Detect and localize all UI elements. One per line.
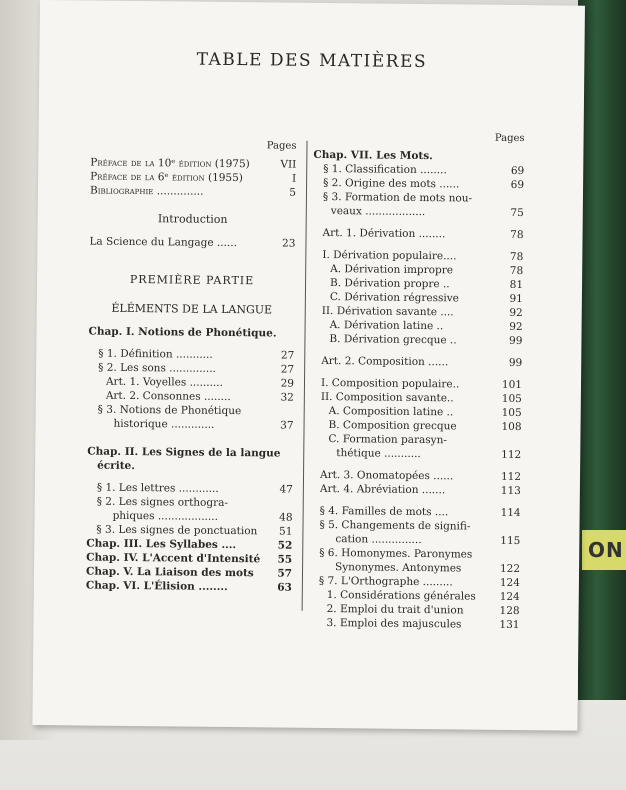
intro-heading: Introduction bbox=[157, 212, 228, 226]
toc-entry-title: § 4. Familles de mots .... bbox=[319, 504, 449, 519]
toc-entry-title: C. Formation parasyn- bbox=[328, 433, 447, 447]
toc-entry-page: 122 bbox=[499, 562, 521, 576]
toc-entry-title: II. Composition savante.. bbox=[320, 390, 454, 405]
toc-entry-title: § 1. Les lettres ............ bbox=[96, 481, 219, 495]
toc-entry-page: 124 bbox=[499, 590, 520, 604]
toc-entry-page: 52 bbox=[277, 539, 293, 552]
toc-left-column bbox=[86, 139, 297, 595]
part-heading: PREMIÈRE PARTIE bbox=[129, 272, 255, 288]
toc-entry-title: Art. 4. Abréviation ....... bbox=[319, 482, 446, 497]
toc-entry-title: § 2. Les signes orthogra- bbox=[96, 495, 229, 509]
toc-entry-title: § 5. Changements de signifi- bbox=[319, 518, 471, 533]
toc-entry-title: § 3. Notions de Phonétique bbox=[97, 403, 242, 418]
chapter-heading-cont bbox=[87, 459, 293, 475]
toc-entry-page: 92 bbox=[509, 306, 523, 320]
toc-entry-page: 69 bbox=[510, 178, 525, 192]
toc-entry-title: 1. Considérations générales bbox=[326, 589, 476, 603]
toc-entry-page: 55 bbox=[277, 553, 293, 566]
pages-label: Pages bbox=[494, 132, 525, 145]
chapter-title: Chap. I. Notions de Phonétique. bbox=[88, 325, 277, 340]
toc-entry-title: veaux .................. bbox=[330, 205, 426, 219]
toc-entry-title: Synonymes. Antonymes bbox=[335, 561, 462, 575]
toc-entry-page: 5 bbox=[289, 186, 297, 199]
chapter-title: écrite. bbox=[97, 459, 135, 473]
book-cover bbox=[578, 0, 626, 700]
toc-entry-page: 128 bbox=[499, 604, 520, 618]
toc-entry-title: historique ............. bbox=[113, 417, 215, 431]
toc-entry-title: Art. 2. Composition ...... bbox=[321, 354, 449, 369]
toc-entry-title: Préface de la 6ᵉ édition (1955) bbox=[90, 170, 243, 185]
toc-entry-title: phiques .................. bbox=[112, 509, 219, 523]
toc-entry-page: 29 bbox=[280, 377, 295, 390]
toc-entry-title: 3. Emploi des majuscules bbox=[326, 617, 462, 631]
pages-label: Pages bbox=[266, 140, 297, 152]
toc-entry-page: 115 bbox=[500, 534, 521, 548]
toc-entry-title: Préface de la 10ᵉ édition (1975) bbox=[90, 156, 250, 171]
page-title: TABLE DES MATIÈRES bbox=[196, 49, 428, 73]
cover-label: ON bbox=[582, 530, 626, 570]
toc-entry-title: II. Dérivation savante .... bbox=[321, 304, 454, 319]
toc-entry-page: I bbox=[291, 172, 297, 185]
toc-entry-page: 99 bbox=[509, 334, 523, 348]
toc-entry-title: § 7. L'Orthographe ......... bbox=[318, 574, 453, 589]
chapter-title: Chap. II. Les Signes de la langue bbox=[87, 445, 281, 460]
toc-entry-page: 78 bbox=[509, 264, 524, 278]
toc-entry-title: § 2. Origine des mots ...... bbox=[323, 176, 460, 191]
toc-entry bbox=[86, 579, 292, 595]
chapter-title: Chap. VII. Les Mots. bbox=[313, 148, 433, 163]
toc-entry-page: 91 bbox=[509, 292, 523, 306]
toc-entry-page: 112 bbox=[501, 448, 522, 462]
toc-entry-page: 75 bbox=[510, 206, 524, 220]
toc-entry-page: 113 bbox=[500, 484, 521, 498]
toc-entry-page: 51 bbox=[279, 525, 293, 538]
toc-entry-page: 99 bbox=[508, 356, 523, 370]
toc-entry bbox=[89, 235, 295, 251]
toc-entry-page: 81 bbox=[509, 278, 524, 292]
toc-entry-page: 63 bbox=[277, 581, 292, 594]
toc-entry-title: La Science du Langage ...... bbox=[89, 235, 238, 250]
toc-entry-page: VII bbox=[280, 158, 297, 171]
book-page bbox=[32, 0, 585, 731]
toc-entry-page: 131 bbox=[499, 618, 520, 632]
toc-entry bbox=[311, 332, 522, 348]
toc-entry-title: B. Dérivation grecque .. bbox=[329, 333, 457, 347]
toc-entry-title: Art. 1. Dérivation ........ bbox=[322, 226, 446, 241]
toc-entry-title: cation ............... bbox=[335, 533, 422, 547]
toc-entry-title: § 2. Les sons .............. bbox=[98, 361, 217, 375]
toc-entry bbox=[87, 417, 293, 433]
toc-entry-title: B. Composition grecque bbox=[328, 419, 457, 433]
toc-entry-title: § 1. Définition ........... bbox=[98, 347, 213, 361]
toc-entry-page: 47 bbox=[279, 483, 293, 496]
toc-entry-title: Art. 3. Onomatopées ...... bbox=[319, 468, 454, 483]
toc-entry-title: C. Dérivation régressive bbox=[329, 291, 459, 305]
toc-entry-title: I. Dérivation populaire.... bbox=[322, 248, 457, 263]
toc-entry bbox=[313, 204, 524, 220]
toc-entry bbox=[311, 354, 522, 370]
toc-entry-title: A. Dérivation impropre bbox=[330, 263, 454, 277]
toc-entry-title: Chap. VI. L'Élision ........ bbox=[85, 579, 228, 593]
toc-entry-page: 57 bbox=[277, 567, 293, 580]
toc-entry-title: Art. 2. Consonnes ........ bbox=[105, 389, 231, 404]
toc-entry-title: § 6. Homonymes. Paronymes bbox=[319, 546, 473, 561]
toc-entry-title: I. Composition populaire.. bbox=[320, 376, 460, 391]
toc-entry-title: A. Dérivation latine .. bbox=[329, 319, 444, 333]
toc-entry bbox=[310, 446, 521, 462]
toc-entry-page: 78 bbox=[509, 250, 524, 264]
toc-entry-page: 78 bbox=[510, 228, 524, 242]
toc-entry-page: 37 bbox=[280, 419, 294, 432]
toc-entry-title: A. Composition latine .. bbox=[328, 405, 454, 419]
toc-entry bbox=[313, 226, 524, 242]
toc-entry-page: 105 bbox=[501, 406, 522, 420]
toc-entry-page: 92 bbox=[509, 320, 523, 334]
toc-entry-page: 48 bbox=[279, 511, 293, 524]
toc-entry bbox=[308, 616, 519, 632]
toc-entry bbox=[90, 184, 296, 200]
toc-entry-title: thétique ........... bbox=[336, 447, 421, 461]
toc-entry-page: 124 bbox=[499, 576, 520, 590]
toc-entry-page: 69 bbox=[510, 164, 525, 178]
toc-entry-title: Bibliographie .............. bbox=[89, 184, 204, 198]
toc-entry-title: § 3. Formation de mots nou- bbox=[322, 190, 473, 205]
toc-entry-page: 108 bbox=[501, 420, 522, 434]
toc-entry-title: Chap. III. Les Syllabes .... bbox=[86, 537, 237, 552]
toc-entry-page: 32 bbox=[280, 391, 294, 404]
toc-entry-title: B. Dérivation propre .. bbox=[329, 277, 450, 291]
toc-entry-page: 114 bbox=[500, 506, 521, 520]
toc-entry-page: 101 bbox=[501, 378, 523, 392]
toc-entry-page: 27 bbox=[280, 349, 295, 362]
toc-right-column bbox=[302, 132, 525, 632]
toc-entry-page: 27 bbox=[280, 363, 295, 376]
toc-entry-title: Chap. IV. L'Accent d'Intensité bbox=[86, 551, 261, 566]
toc-entry-page: 23 bbox=[282, 237, 296, 250]
toc-entry-title: Chap. V. La Liaison des mots bbox=[85, 565, 254, 580]
toc-entry-page: 105 bbox=[501, 392, 522, 406]
part-subheading: ÉLÉMENTS DE LA LANGUE bbox=[111, 301, 273, 317]
chapter-heading bbox=[88, 325, 294, 341]
toc-entry-title: Art. 1. Voyelles .......... bbox=[105, 375, 224, 389]
toc-entry-title: § 3. Les signes de ponctuation bbox=[96, 523, 258, 538]
toc-entry-page: 112 bbox=[500, 470, 522, 484]
toc-entry bbox=[310, 482, 521, 498]
toc-entry-title: § 1. Classification ........ bbox=[323, 162, 447, 177]
toc-entry-title: 2. Emploi du trait d'union bbox=[326, 603, 464, 617]
